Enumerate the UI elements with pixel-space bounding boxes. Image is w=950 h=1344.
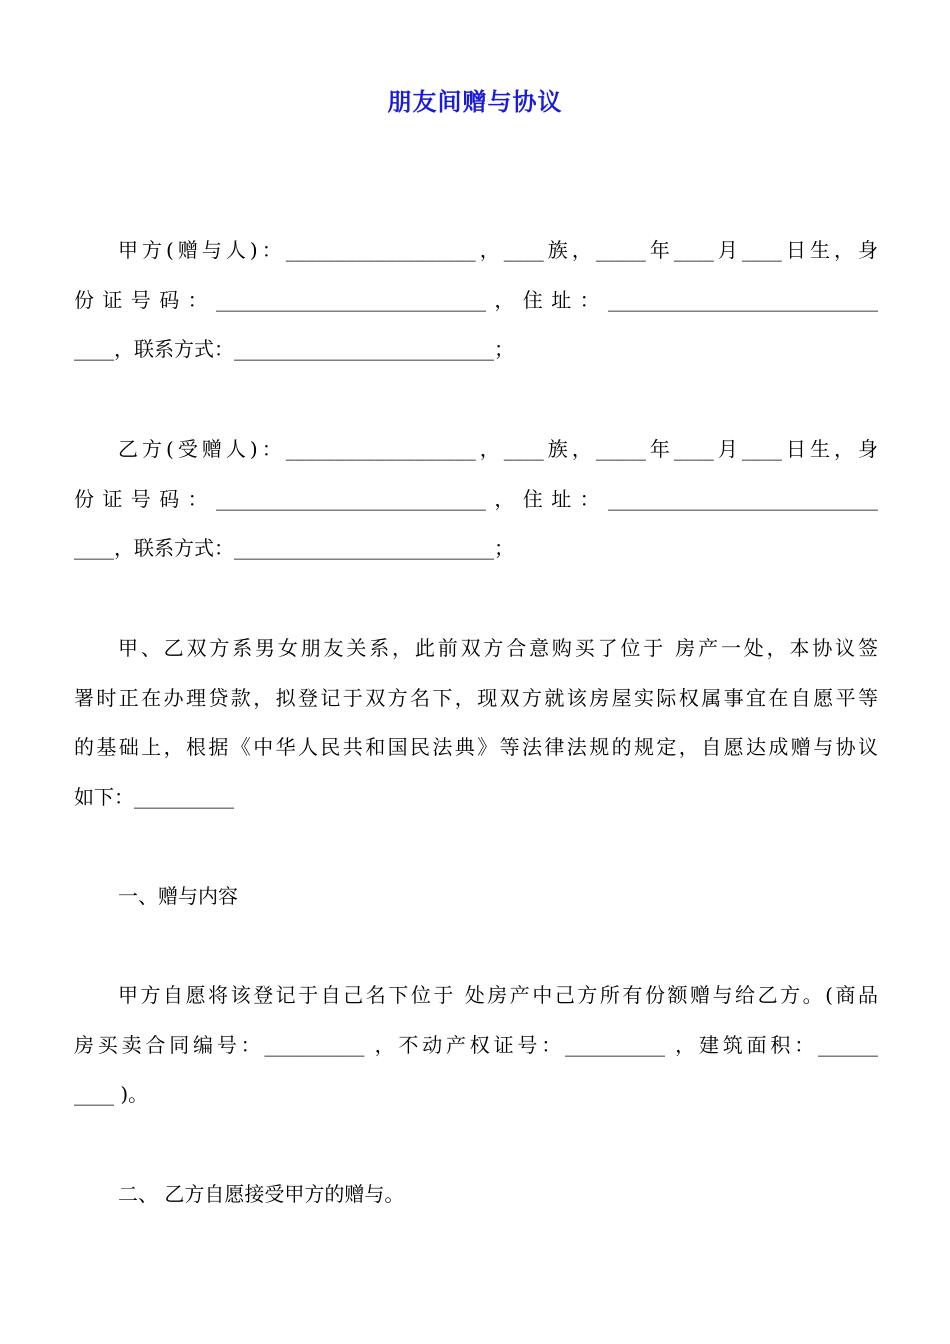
party-a-block [74,226,878,375]
party-a-line-3: ____，联系方式：__________________________； [74,337,514,361]
section-1-line-3: ____ )。 [74,1082,149,1106]
party-b-line-3: ____，联系方式：__________________________； [74,536,514,560]
party-b-block [74,425,878,574]
preamble-block [74,624,878,822]
section-2-heading-block [74,1170,878,1220]
preamble-line-2: 署时正在办理贷款，拟登记于双方名下，现双方就该房屋实际权属事宜在自愿平等 [74,685,878,710]
section-1-heading-block [74,872,878,922]
section-1-line-2: 房买卖合同编号：__________ ，不动产权证号：__________ ，建筑面积：______ [74,1032,878,1057]
party-a-line-1: 甲方(赠与人)：___________________，____族，_____年____月____日生，身 [118,238,878,262]
section-2-heading: 二、 乙方自愿接受甲方的赠与。 [118,1182,405,1206]
party-a-line-2: 份证号码：___________________________，住址：___________________________ [74,287,878,312]
preamble-line-1: 甲、乙双方系男女朋友关系，此前双方合意购买了位于 房产一处，本协议签 [118,636,878,660]
preamble-line-3: 的基础上，根据《中华人民共和国民法典》等法律法规的规定，自愿达成赠与协议 [74,735,878,759]
section-1-line-1: 甲方自愿将该登记于自己名下位于 处房产中己方所有份额赠与给乙方。(商品 [118,983,878,1007]
section-1-heading: 一、赠与内容 [118,884,238,908]
party-b-line-2: 份证号码：___________________________，住址：___________________________ [74,486,878,511]
party-b-line-1: 乙方(受赠人)：___________________，____族，_____年____月____日生，身 [118,437,878,461]
section-1-body [74,971,878,1120]
preamble-line-4: 如下：__________ [74,784,234,809]
document-title: 朋友间赠与协议 [387,88,563,116]
